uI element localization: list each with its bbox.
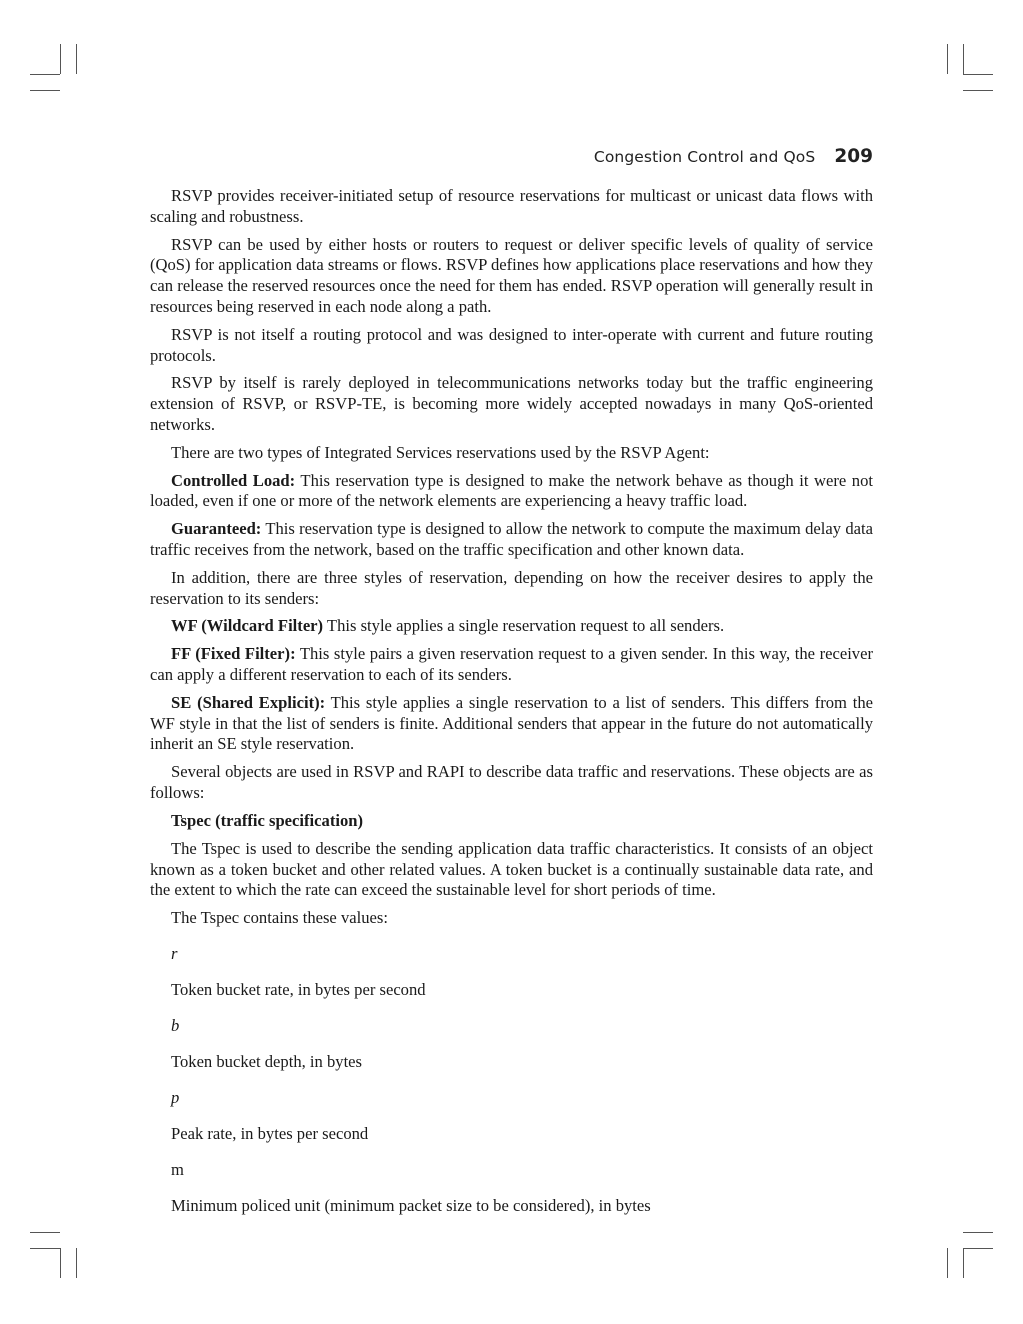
crop-mark [947,44,948,74]
paragraph: RSVP by itself is rarely deployed in telecommunications networks today but the traffic engineering extension of RSVP, or RSVP-TE, is becoming more widely accepted nowadays in many QoS-oriented networks. [150,373,873,434]
definition-text: This style applies a single reservation to a list of senders. This differs from the WF style in that the list of senders is finite. Additional senders that appear in the future do not automatically inherit an SE style reservation. [150,692,873,754]
symbol-r: r [171,944,178,964]
tspec-description: Token bucket rate, in bytes per second [171,980,426,1000]
crop-mark [963,1232,993,1233]
definition-guaranteed [150,519,873,561]
crop-mark [30,74,60,75]
symbol-b: b [171,1016,180,1036]
page-body [150,186,873,1232]
crop-mark [947,1248,948,1278]
tspec-symbol [150,1088,873,1109]
definition-text: This style applies a single reservation request to all senders. [323,616,725,636]
crop-mark [76,1248,77,1278]
crop-mark [963,74,993,75]
page-number: 209 [834,146,873,167]
paragraph: In addition, there are three styles of reservation, depending on how the receiver desires to apply the reservation to its senders: [150,567,873,608]
definition-term: WF (Wildcard Filter) [171,616,324,636]
definition-se [150,693,873,755]
paragraph: The Tspec is used to describe the sending application data traffic characteristics. It consists of an object known as a token bucket and other related values. A token bucket is a continually sustainable data rate, and the extent to which the rate can exceed the sustainable level for short periods of time. [150,838,873,900]
paragraph: RSVP can be used by either hosts or routers to request or deliver specific levels of quality of service (QoS) for application data streams or flows. RSVP defines how applications place reservations and how they can release the reserved resources once the need for them has ended. RSVP operation will generally result in resources being reserved in each node along a path. [150,234,873,316]
symbol-m: m [171,1159,184,1179]
crop-mark [963,44,964,74]
tspec-symbol [150,1016,873,1037]
symbol-p: p [171,1088,180,1108]
crop-mark [30,90,60,91]
definition-wf [150,616,873,637]
paragraph: RSVP is not itself a routing protocol and was designed to inter-operate with current and future routing protocols. [150,324,873,365]
tspec-description: Peak rate, in bytes per second [171,1124,369,1143]
tspec-heading-text: Tspec (traffic specification) [171,810,364,830]
running-head [150,146,873,172]
tspec-description: Token bucket depth, in bytes [171,1052,363,1072]
tspec-values-intro: The Tspec contains these values: [171,908,388,928]
definition-controlled-load [150,471,873,513]
crop-mark [76,44,77,74]
running-head-section: Congestion Control and QoS [593,148,816,166]
paragraph: There are two types of Integrated Services reservations used by the RSVP Agent: [171,442,710,462]
definition-text: This style pairs a given reservation request to a given sender. In this way, the receiver can apply a different reservation to each of its senders. [150,644,873,684]
definition-term: Controlled Load: [171,470,296,490]
definition-ff [150,644,873,686]
crop-mark [963,1248,993,1249]
tspec-description: Minimum policed unit (minimum packet size to be considered), in bytes [171,1195,651,1215]
crop-mark [30,1232,60,1233]
definition-text: This reservation type is designed to make the network behave as though it were not loaded, even if one or more of the network elements are experiencing a heavy traffic load. [150,470,874,511]
crop-mark [963,1248,964,1278]
tspec-heading [150,811,873,832]
crop-mark [30,1248,60,1249]
crop-mark [60,44,61,74]
paragraph: RSVP provides receiver-initiated setup of resource reservations for multicast or unicast data flows with scaling and robustness. [150,186,873,226]
tspec-symbol [150,1160,873,1181]
tspec-symbol [150,944,873,965]
definition-term: SE (Shared Explicit): [171,692,326,712]
crop-mark [963,90,993,91]
definition-text: This reservation type is designed to allow the network to compute the maximum delay data traffic receives from the network, based on the traffic specification and other known data. [150,519,873,559]
paragraph: Several objects are used in RSVP and RAPI to describe data traffic and reservations. These objects are as follows: [150,762,873,802]
crop-mark [60,1248,61,1278]
definition-term: Guaranteed: [171,519,262,539]
definition-term: FF (Fixed Filter): [171,644,296,664]
